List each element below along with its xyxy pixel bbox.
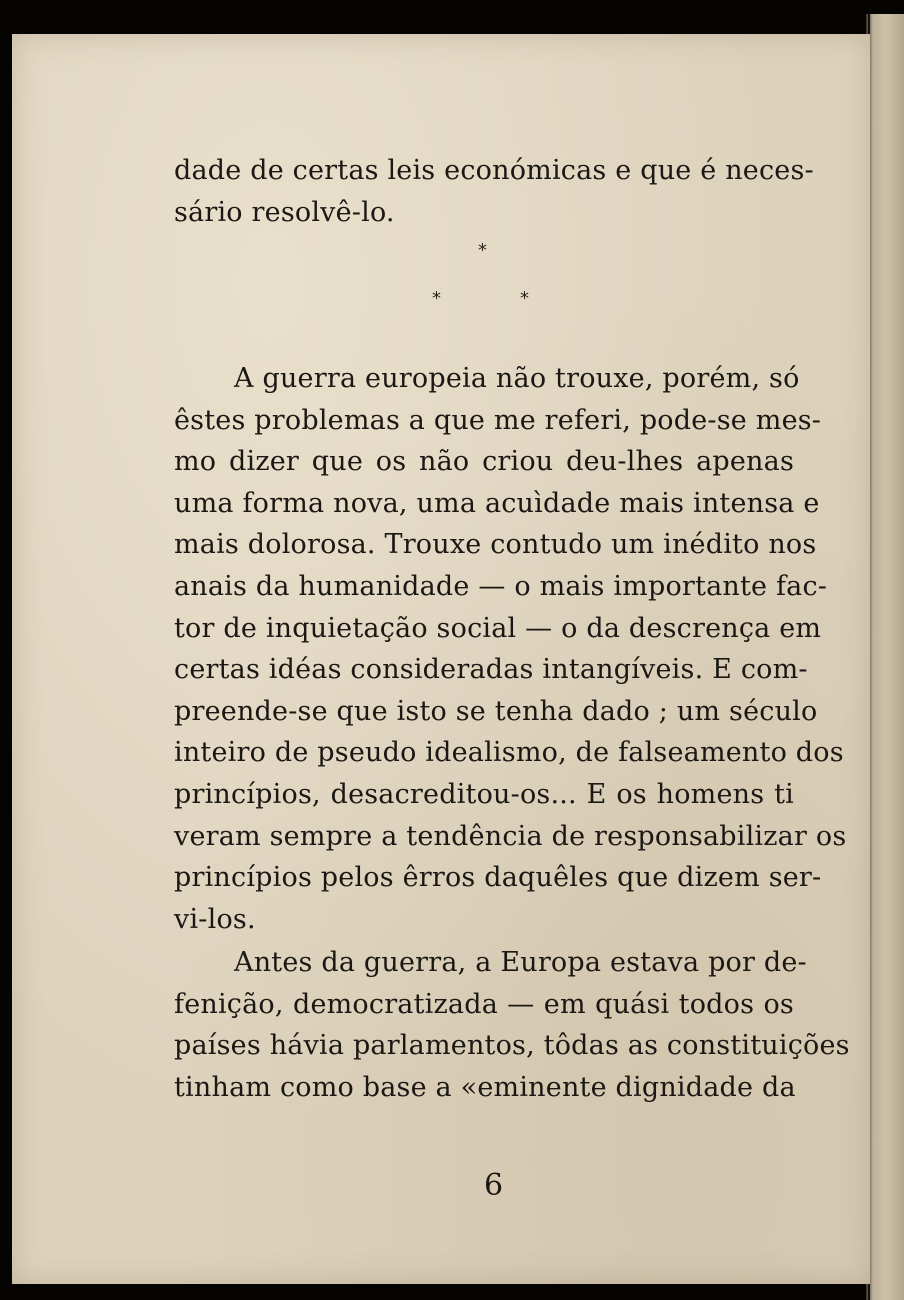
text-line: princípios pelos êrros daquêles que dizem ser- bbox=[174, 862, 822, 894]
asterism-top: * bbox=[478, 240, 487, 261]
asterism-right: * bbox=[520, 288, 529, 309]
adjacent-page-edge bbox=[866, 14, 904, 1300]
text-line: países hávia parlamentos, tôdas as constituições bbox=[174, 1030, 850, 1062]
text-line: inteiro de pseudo idealismo, de falseamento dos bbox=[174, 737, 844, 769]
asterism-left: * bbox=[432, 288, 441, 309]
text-line: tinham como base a «eminente dignidade da bbox=[174, 1071, 796, 1103]
text-line: vi-los. bbox=[174, 903, 256, 935]
text-line: uma forma nova, uma acuìdade mais intensa e bbox=[174, 487, 820, 519]
text-line: sário resolvê-lo. bbox=[174, 196, 395, 228]
text-line: preende-se que isto se tenha dado ; um século bbox=[174, 695, 818, 727]
text-line: veram sempre a tendência de responsabilizar os bbox=[174, 820, 847, 852]
text-line: fenição, democratizada — em quási todos os bbox=[174, 988, 794, 1020]
text-line: tor de inquietação social — o da descrença em bbox=[174, 612, 822, 644]
text-line: anais da humanidade — o mais importante fac- bbox=[174, 570, 828, 602]
text-line: dade de certas leis económicas e que é neces- bbox=[174, 155, 814, 186]
body-text bbox=[174, 150, 814, 233]
text-line: certas idéas consideradas intangíveis. E com- bbox=[174, 654, 808, 686]
text-line: princípios, desacreditou-os... E os homens ti bbox=[174, 778, 794, 810]
paragraph-1 bbox=[174, 358, 847, 940]
paragraph-2 bbox=[174, 942, 850, 1108]
page-number: 6 bbox=[484, 1168, 504, 1203]
text-line: A guerra europeia não trouxe, porém, só bbox=[234, 363, 800, 394]
text-line: êstes problemas a que me referi, pode-se mes- bbox=[174, 404, 822, 436]
text-line: Antes da guerra, a Europa estava por de- bbox=[234, 947, 807, 978]
text-line: mais dolorosa. Trouxe contudo um inédito nos bbox=[174, 529, 817, 561]
text-line: mo dizer que os não criou deu-lhes apenas bbox=[174, 446, 794, 478]
